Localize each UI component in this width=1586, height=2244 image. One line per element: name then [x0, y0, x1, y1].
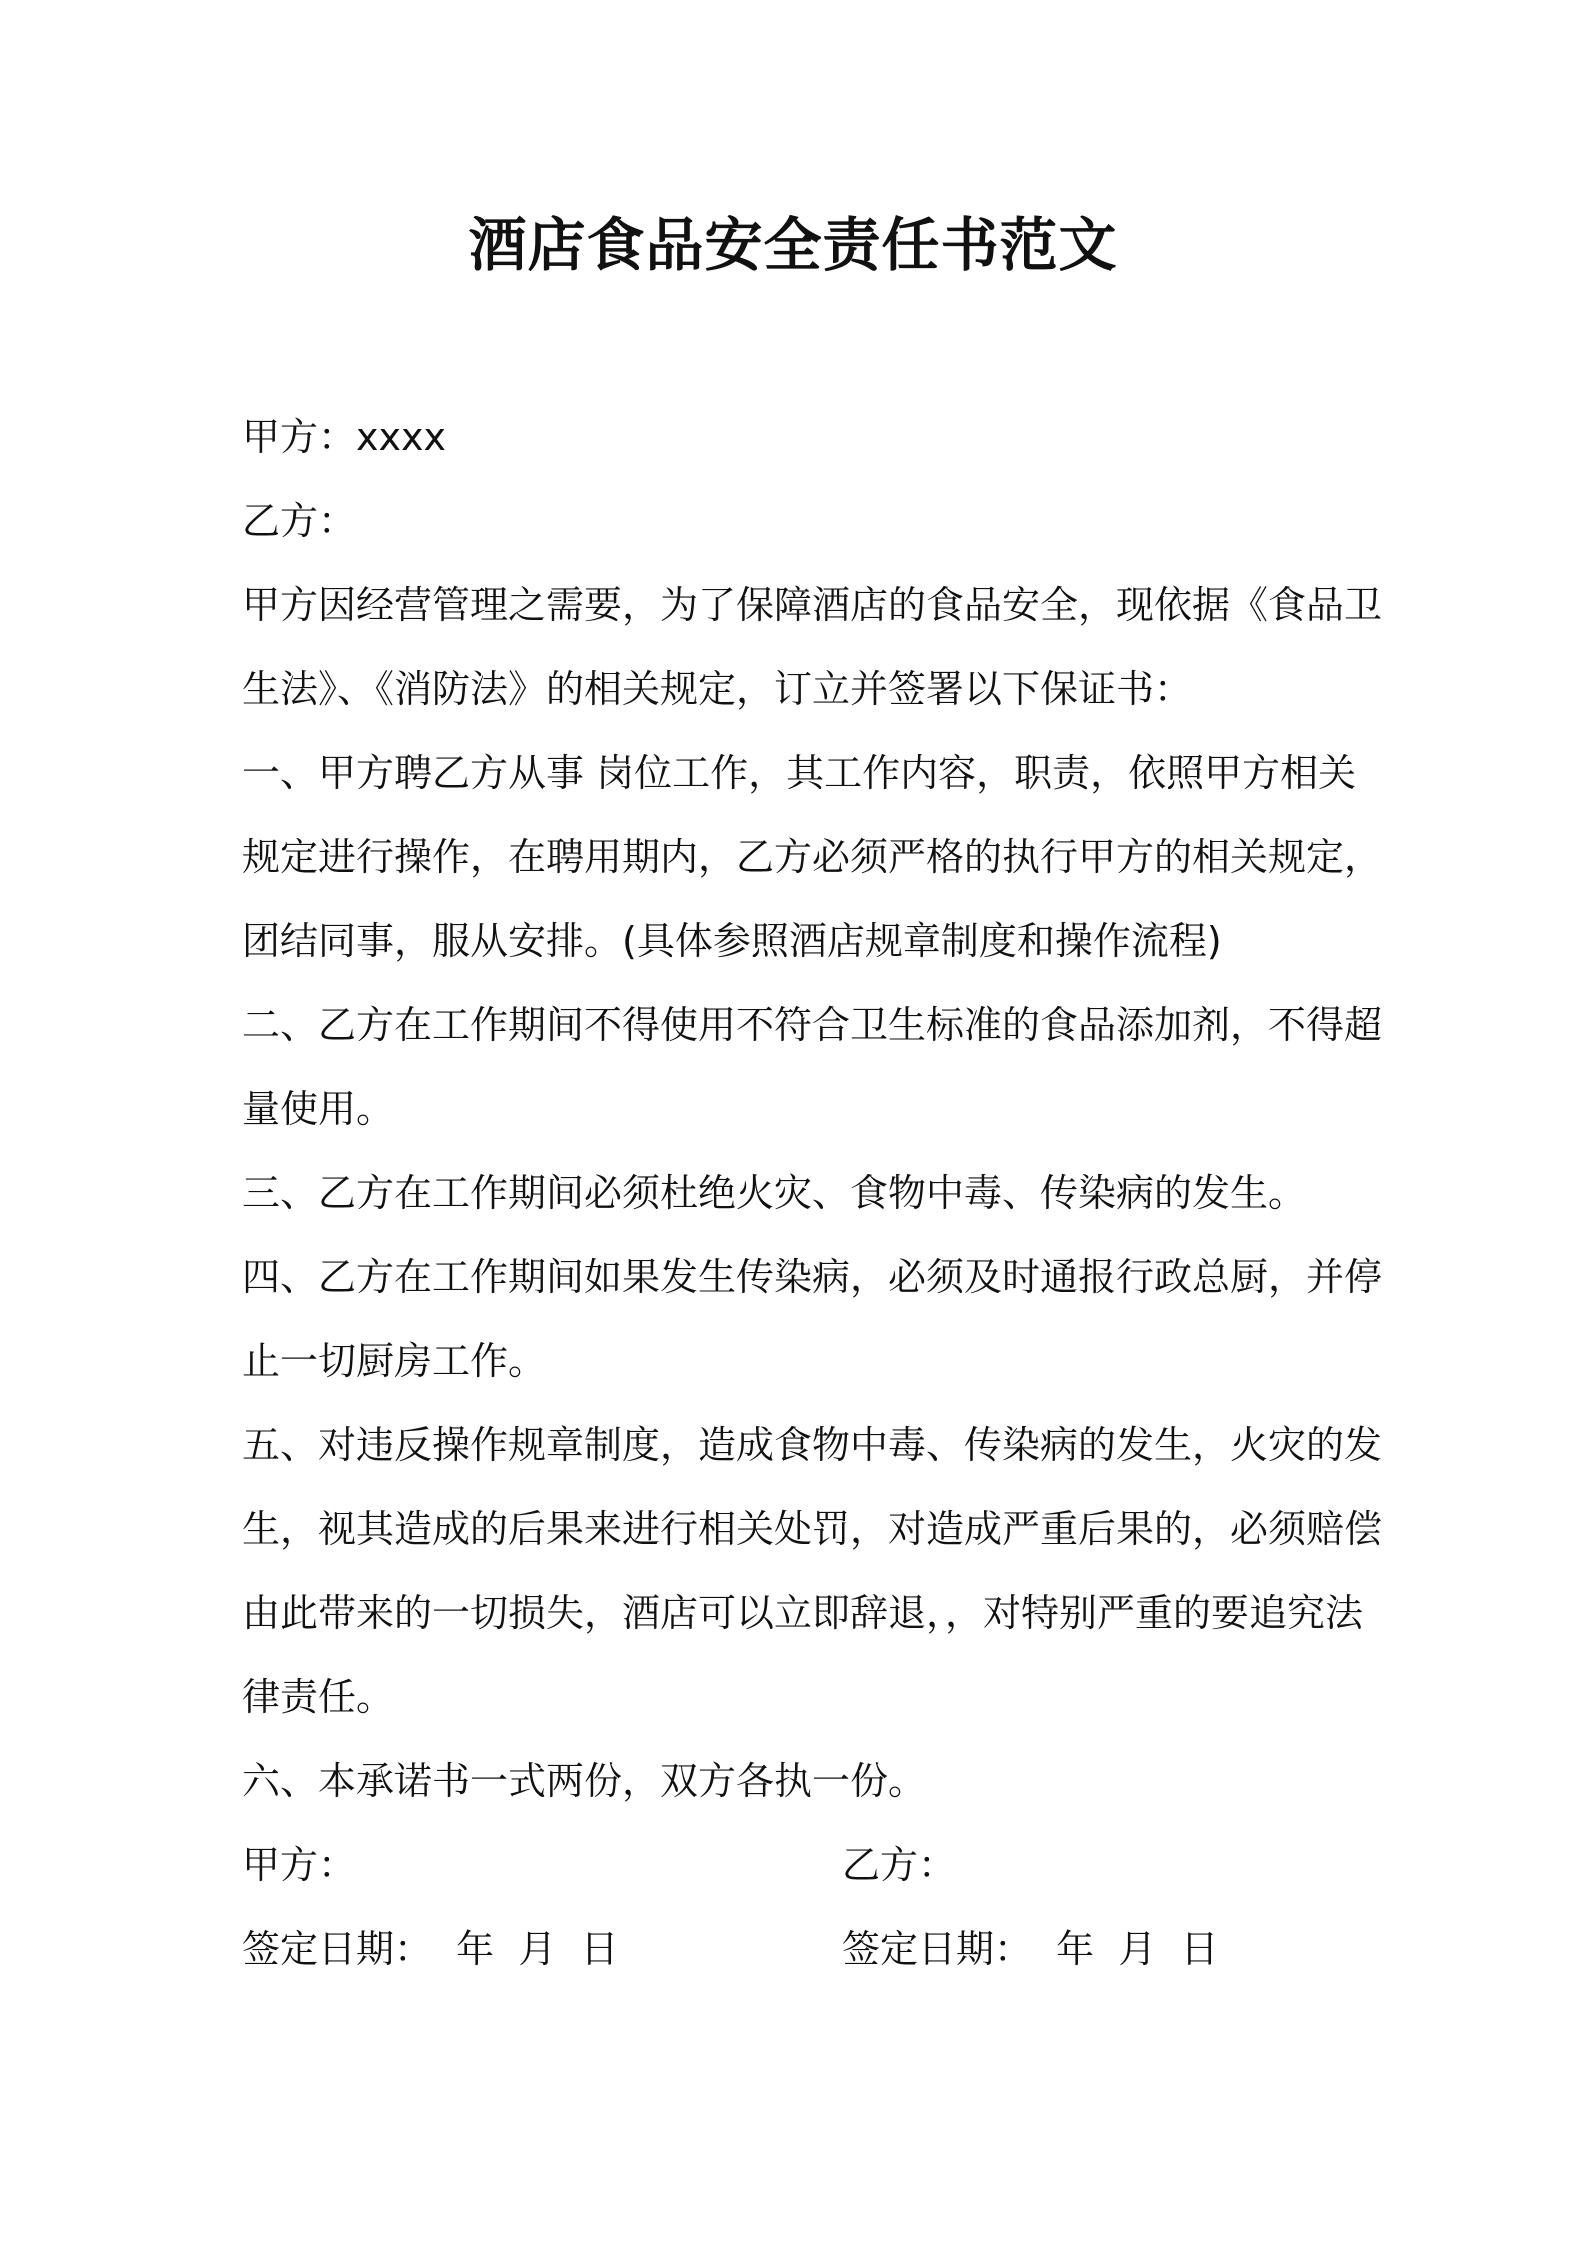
clause-4-line: 止一切厨房工作。 — [242, 1339, 547, 1383]
clause-2-line: 二、乙方在工作期间不得使用不符合卫生标准的食品添加剂，不得超 — [242, 1003, 1383, 1047]
clause-3-line: 三、乙方在工作期间必须杜绝火灾、食物中毒、传染病的发生。 — [242, 1171, 1307, 1215]
party-a-line: 甲方：xxxx — [242, 415, 446, 459]
clause-2-line: 量使用。 — [242, 1087, 395, 1131]
clause-5-line: 生，视其造成的后果来进行相关处罚，对造成严重后果的，必须赔偿 — [242, 1507, 1383, 1551]
clause-4-line: 四、乙方在工作期间如果发生传染病，必须及时通报行政总厨，并停 — [242, 1255, 1383, 1299]
signature-date-row — [242, 1907, 1362, 1991]
clause-5-line: 由此带来的一切损失，酒店可以立即辞退，，对特别严重的要追究法 — [242, 1591, 1364, 1635]
clause-1-line: 团结同事，服从安排。(具体参照酒店规章制度和操作流程) — [242, 919, 1222, 963]
signature-party-a-date: 签定日期： 年 月 日 — [242, 1927, 619, 1971]
signature-party-b-label: 乙方： — [842, 1843, 957, 1887]
clause-1-line: 规定进行操作，在聘用期内，乙方必须严格的执行甲方的相关规定， — [242, 835, 1383, 879]
signature-party-b-date: 签定日期： 年 月 日 — [842, 1927, 1219, 1971]
preamble-line: 甲方因经营管理之需要，为了保障酒店的食品安全，现依据《食品卫 — [242, 583, 1383, 627]
clause-5-line: 五、对违反操作规章制度，造成食物中毒、传染病的发生，火灾的发 — [242, 1423, 1383, 1467]
clause-5-line: 律责任。 — [242, 1675, 395, 1719]
clause-6-line: 六、本承诺书一式两份，双方各执一份。 — [242, 1759, 927, 1803]
clause-1-line: 一、甲方聘乙方从事 岗位工作，其工作内容，职责，依照甲方相关 — [242, 751, 1357, 795]
preamble-line: 生法》、《消防法》的相关规定，订立并签署以下保证书： — [242, 667, 1193, 711]
signature-party-a-label: 甲方： — [242, 1843, 357, 1887]
signature-party-row — [242, 1823, 1362, 1907]
party-b-line: 乙方： — [242, 499, 357, 543]
document-body — [242, 395, 1383, 1991]
document-title: 酒店食品安全责任书范文 — [468, 211, 1118, 279]
